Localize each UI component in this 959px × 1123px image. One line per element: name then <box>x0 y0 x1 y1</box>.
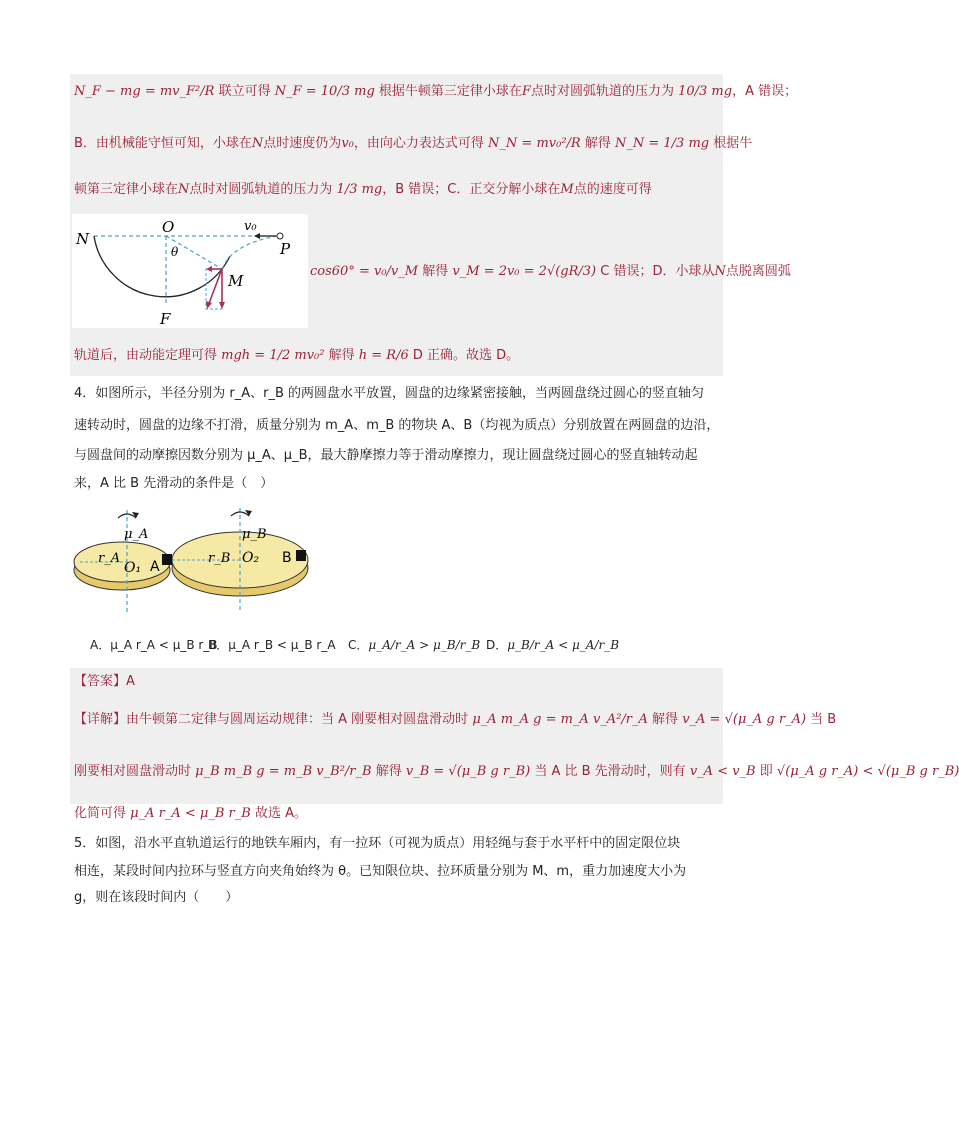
text: 轨道后，由动能定理可得 <box>74 348 218 363</box>
q3-solution-line-5 <box>74 346 519 366</box>
ball-p <box>277 233 283 239</box>
text: 故选 A。 <box>254 806 307 821</box>
text: 当 A 比 B 先滑动时，则有 <box>534 764 686 779</box>
text: 【详解】由牛顿第二定律与圆周运动规律：当 A 刚要相对圆盘滑动时 <box>74 712 469 727</box>
option-a[interactable]: A．μ_A r_A < μ_B r_B <box>90 638 218 652</box>
label-v0: v₀ <box>244 219 257 234</box>
q5-stem-line-2: 相连，某段时间内拉环与竖直方向夹角始终为 θ。已知限位块、拉环质量分别为 M、m，重力加速度大小为 <box>74 864 687 879</box>
equation-va: v_A = √(μ_A g r_A) <box>682 712 807 727</box>
label-mu-a: μ_A <box>124 527 149 542</box>
equation-pressure-f: 10/3 mg <box>678 84 733 99</box>
label-o1: O₁ <box>124 560 142 576</box>
q4-discs-figure <box>70 500 316 616</box>
q3-solution-line-1 <box>74 82 797 102</box>
text: 点脱离圆弧 <box>725 264 791 279</box>
text: 根据牛顿第三定律小球在 <box>378 84 522 99</box>
label-p: P <box>280 240 291 258</box>
option-c[interactable] <box>348 636 480 653</box>
label-o2: O₂ <box>242 550 260 566</box>
text: 解得 <box>375 764 402 779</box>
equation-final: μ_A r_A < μ_B r_B <box>130 806 251 821</box>
text: 联立可得 <box>218 84 271 99</box>
text: B．由机械能守恒可知，小球在 <box>74 136 252 151</box>
q4-stem-line-4: 来，A 比 B 先滑动的条件是（ ） <box>74 476 274 491</box>
option-c-label: C． <box>348 638 369 652</box>
q4-detail-line-1 <box>74 710 836 730</box>
arrowhead <box>206 266 212 272</box>
text: 顿第三定律小球在 <box>74 182 179 197</box>
equation-centripetal-n: N_N = mv₀²/R <box>488 136 581 151</box>
equation-vb: v_B = √(μ_B g r_B) <box>405 764 531 779</box>
point-label-n: N <box>251 136 264 151</box>
circular-track <box>94 236 230 297</box>
arrowhead <box>245 510 252 516</box>
text: 解得 <box>584 136 611 151</box>
label-mu-b: μ_B <box>242 527 267 542</box>
q4-answer-background <box>70 668 723 804</box>
resultant-velocity-arrow <box>208 269 222 306</box>
option-d-label: D． <box>486 638 508 652</box>
arrowhead <box>206 301 212 309</box>
text: 点时对圆弧轨道的压力为 <box>530 84 674 99</box>
label-theta: θ <box>171 245 179 259</box>
q3-solution-line-4 <box>310 262 791 282</box>
text: 解得 <box>652 712 679 727</box>
label-o: O <box>162 218 175 236</box>
velocity-v0: v₀ <box>341 136 354 151</box>
point-label-f: F <box>521 84 531 99</box>
label-r-b: r_B <box>208 551 231 566</box>
text: 化简可得 <box>74 806 127 821</box>
label-r-a: r_A <box>98 551 121 566</box>
block-b <box>296 550 306 561</box>
text: D 正确。故选 D。 <box>412 348 520 363</box>
label-b: B <box>282 550 292 566</box>
label-a: A <box>150 559 160 575</box>
text: ，A 错误； <box>732 84 798 99</box>
q4-figure-svg <box>70 500 316 616</box>
equation-vm-result: v_M = 2v₀ = 2√(gR/3) <box>452 264 597 279</box>
q3-solution-line-2 <box>74 134 752 154</box>
text: 根据牛 <box>713 136 753 151</box>
option-c-expression: μ_A/r_A > μ_B/r_B <box>368 638 481 652</box>
option-d[interactable] <box>486 636 619 653</box>
equation-cos60: cos60° = v₀/v_M <box>310 264 419 279</box>
q4-stem-line-3: 与圆盘间的动摩擦因数分别为 μ_A、μ_B，最大静摩擦力等于滑动摩擦力，现让圆盘绕过圆心的竖直轴转动起 <box>74 448 698 463</box>
text: ，B 错误；C．正交分解小球在 <box>382 182 561 197</box>
arrowhead <box>132 512 139 518</box>
text: 点时速度仍为 <box>263 136 342 151</box>
option-d-expression: μ_B/r_A < μ_A/r_B <box>507 638 620 652</box>
option-b[interactable]: B．μ_A r_B < μ_B r_A <box>208 638 336 652</box>
label-f: F <box>160 310 171 328</box>
equation-friction-a: μ_A m_A g = m_A v_A²/r_A <box>472 712 648 727</box>
equation-nf-result: N_F = 10/3 mg <box>274 84 375 99</box>
label-m: M <box>228 272 244 290</box>
equation-sqrt-compare: √(μ_A g r_A) < √(μ_B g r_B) <box>776 764 959 779</box>
q4-answer: 【答案】A <box>74 674 135 689</box>
arrowhead <box>219 302 225 309</box>
equation-energy: mgh = 1/2 mv₀² <box>221 348 325 363</box>
text: 点的速度可得 <box>573 182 652 197</box>
text: 解得 <box>422 264 449 279</box>
q4-detail-line-2 <box>74 762 959 782</box>
text: 当 B <box>810 712 837 727</box>
q3-figure-svg <box>72 214 308 328</box>
text: 即 <box>759 764 773 779</box>
point-label-m: M <box>560 182 574 197</box>
equation-pressure-n: 1/3 mg <box>336 182 383 197</box>
equation-va-lt-vb: v_A < v_B <box>689 764 756 779</box>
q4-detail-line-3 <box>74 804 307 824</box>
q4-stem-line-1: 4．如图所示，半径分别为 r_A、r_B 的两圆盘水平放置，圆盘的边缘紧密接触，当两圆盘绕过圆心的竖直轴匀 <box>74 386 705 401</box>
label-n: N <box>76 230 90 248</box>
q5-stem-line-1: 5．如图，沿水平直轨道运行的地铁车厢内，有一拉环（可视为质点）用轻绳与套于水平杆中的固定限位块 <box>74 836 681 851</box>
block-a <box>162 554 172 565</box>
equation-normal-force-f: N_F − mg = mv_F²/R <box>74 84 215 99</box>
text: ，由向心力表达式可得 <box>353 136 484 151</box>
text: 刚要相对圆盘滑动时 <box>74 764 192 779</box>
q4-stem-line-2: 速转动时，圆盘的边缘不打滑，质量分别为 m_A、m_B 的物块 A、B（均视为质点）分别放置在两圆盘的边沿， <box>74 418 720 433</box>
text: C 错误；D．小球从 <box>600 264 715 279</box>
text: 点时对圆弧轨道的压力为 <box>189 182 333 197</box>
q3-solution-line-3 <box>74 180 652 200</box>
text: 解得 <box>328 348 355 363</box>
point-label-n: N <box>714 264 726 279</box>
trajectory-curve <box>222 236 277 269</box>
q3-circular-track-figure <box>72 214 308 328</box>
q5-stem-line-3: g，则在该段时间内（ ） <box>74 890 239 905</box>
equation-h-result: h = R/6 <box>358 348 409 363</box>
point-label-n: N <box>178 182 190 197</box>
equation-nn-result: N_N = 1/3 mg <box>615 136 710 151</box>
equation-friction-b: μ_B m_B g = m_B v_B²/r_B <box>195 764 372 779</box>
